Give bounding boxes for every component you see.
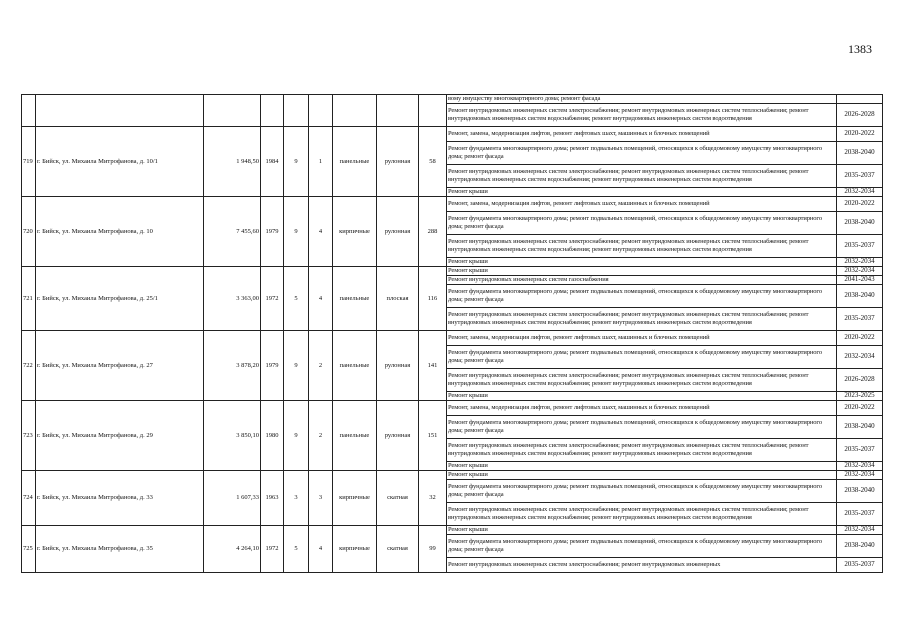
work-type-cell: Ремонт внутридомовых инженерных систем электроснабжения; ремонт внутридомовых инженерных систем теплоснабжения; ремонт внутридомовых инженерных систем водоснабжения; ремонт внутридомовых инженерных систем водоотведения xyxy=(447,235,837,258)
work-type-cell: вому имуществу многоквартирного дома; ремонт фасада xyxy=(447,95,837,104)
work-type-cell: Ремонт, замена, модернизация лифтов, ремонт лифтовых шахт, машинных и блочных помещений xyxy=(447,331,837,346)
table-row xyxy=(22,331,883,346)
work-period-cell: 2020-2022 xyxy=(837,401,883,416)
work-type-cell: Ремонт крыши xyxy=(447,188,837,197)
house-roof-cell: рулонная xyxy=(377,127,419,197)
work-type-cell: Ремонт фундамента многоквартирного дома; ремонт подвальных помещений, относящихся к общедомовому имуществу многоквартирного дома; ремонт фасада xyxy=(447,535,837,558)
work-period-cell: 2038-2040 xyxy=(837,212,883,235)
work-type-cell: Ремонт фундамента многоквартирного дома; ремонт подвальных помещений, относящихся к общедомовому имуществу многоквартирного дома; ремонт фасада xyxy=(447,212,837,235)
house-address-cell: г. Бийск, ул. Михаила Митрофанова, д. 25/1 xyxy=(36,267,204,331)
empty-cell xyxy=(261,95,284,127)
house-year-cell: 1963 xyxy=(261,471,284,526)
table-row xyxy=(22,267,883,276)
work-type-cell: Ремонт внутридомовых инженерных систем электроснабжения; ремонт внутридомовых инженерных систем теплоснабжения; ремонт внутридомовых инженерных систем водоснабжения; ремонт внутридомовых инженерных систем водоотведения xyxy=(447,369,837,392)
house-entrances-cell: 4 xyxy=(309,267,333,331)
work-type-cell: Ремонт крыши xyxy=(447,471,837,480)
work-type-cell: Ремонт внутридомовых инженерных систем электроснабжения; ремонт внутридомовых инженерных систем теплоснабжения; ремонт внутридомовых инженерных систем водоснабжения; ремонт внутридомовых инженерных систем водоотведения xyxy=(447,165,837,188)
house-area-cell: 1 607,33 xyxy=(204,471,261,526)
house-area-cell: 1 948,50 xyxy=(204,127,261,197)
table-row xyxy=(22,127,883,142)
work-type-cell: Ремонт крыши xyxy=(447,267,837,276)
work-type-cell: Ремонт внутридомовых инженерных систем электроснабжения; ремонт внутридомовых инженерных систем теплоснабжения; ремонт внутридомовых инженерных систем водоснабжения; ремонт внутридомовых инженерных систем водоотведения xyxy=(447,503,837,526)
work-period-cell: 2032-2034 xyxy=(837,526,883,535)
house-roof-cell: рулонная xyxy=(377,331,419,401)
house-walls-cell: панельные xyxy=(333,331,377,401)
house-floors-cell: 9 xyxy=(284,197,309,267)
work-period-cell: 2032-2034 xyxy=(837,346,883,369)
work-period-cell: 2038-2040 xyxy=(837,480,883,503)
work-period-cell: 2041-2043 xyxy=(837,276,883,285)
empty-cell xyxy=(204,95,261,127)
house-area-cell: 3 363,00 xyxy=(204,267,261,331)
house-entrances-cell: 4 xyxy=(309,197,333,267)
house-walls-cell: кирпичные xyxy=(333,197,377,267)
house-address-cell: г. Бийск, ул. Михаила Митрофанова, д. 29 xyxy=(36,401,204,471)
house-number-cell: 723 xyxy=(22,401,36,471)
work-type-cell: Ремонт, замена, модернизация лифтов, ремонт лифтовых шахт, машинных и блочных помещений xyxy=(447,401,837,416)
work-period-cell: 2038-2040 xyxy=(837,142,883,165)
house-year-cell: 1979 xyxy=(261,331,284,401)
house-area-cell: 7 455,60 xyxy=(204,197,261,267)
house-year-cell: 1980 xyxy=(261,401,284,471)
empty-cell xyxy=(377,95,419,127)
house-address-cell: г. Бийск, ул. Михаила Митрофанова, д. 27 xyxy=(36,331,204,401)
house-floors-cell: 5 xyxy=(284,267,309,331)
work-type-cell: Ремонт внутридомовых инженерных систем электроснабжения; ремонт внутридомовых инженерных xyxy=(447,558,837,573)
empty-cell xyxy=(333,95,377,127)
house-year-cell: 1984 xyxy=(261,127,284,197)
work-period-cell: 2032-2034 xyxy=(837,462,883,471)
house-apartments-cell: 99 xyxy=(419,526,447,573)
house-floors-cell: 9 xyxy=(284,331,309,401)
house-apartments-cell: 32 xyxy=(419,471,447,526)
house-floors-cell: 3 xyxy=(284,471,309,526)
repair-schedule-table xyxy=(21,94,883,573)
house-floors-cell: 5 xyxy=(284,526,309,573)
house-walls-cell: кирпичные xyxy=(333,471,377,526)
house-roof-cell: рулонная xyxy=(377,401,419,471)
house-apartments-cell: 288 xyxy=(419,197,447,267)
work-period-cell: 2035-2037 xyxy=(837,235,883,258)
house-entrances-cell: 1 xyxy=(309,127,333,197)
page-number: 1383 xyxy=(848,42,872,56)
work-type-cell: Ремонт фундамента многоквартирного дома; ремонт подвальных помещений, относящихся к общедомовому имуществу многоквартирного дома; ремонт фасада xyxy=(447,480,837,503)
work-type-cell: Ремонт, замена, модернизация лифтов, ремонт лифтовых шахт, машинных и блочных помещений xyxy=(447,127,837,142)
house-number-cell: 721 xyxy=(22,267,36,331)
work-period-cell: 2032-2034 xyxy=(837,471,883,480)
work-period-cell: 2035-2037 xyxy=(837,308,883,331)
house-year-cell: 1972 xyxy=(261,526,284,573)
work-type-cell: Ремонт, замена, модернизация лифтов, ремонт лифтовых шахт, машинных и блочных помещений xyxy=(447,197,837,212)
work-type-cell: Ремонт внутридомовых инженерных систем электроснабжения; ремонт внутридомовых инженерных систем теплоснабжения; ремонт внутридомовых инженерных систем водоснабжения; ремонт внутридомовых инженерных систем водоотведения xyxy=(447,439,837,462)
work-period-cell xyxy=(837,95,883,104)
work-type-cell: Ремонт фундамента многоквартирного дома; ремонт подвальных помещений, относящихся к общедомовому имуществу многоквартирного дома; ремонт фасада xyxy=(447,285,837,308)
work-period-cell: 2038-2040 xyxy=(837,285,883,308)
empty-cell xyxy=(419,95,447,127)
work-period-cell: 2035-2037 xyxy=(837,503,883,526)
work-type-cell: Ремонт крыши xyxy=(447,526,837,535)
empty-cell xyxy=(22,95,36,127)
work-type-cell: Ремонт внутридомовых инженерных систем электроснабжения; ремонт внутридомовых инженерных систем теплоснабжения; ремонт внутридомовых инженерных систем водоснабжения; ремонт внутридомовых инженерных систем водоотведения xyxy=(447,308,837,331)
work-type-cell: Ремонт внутридомовых инженерных систем газоснабжения xyxy=(447,276,837,285)
house-walls-cell: панельные xyxy=(333,127,377,197)
house-walls-cell: кирпичные xyxy=(333,526,377,573)
house-floors-cell: 9 xyxy=(284,127,309,197)
house-apartments-cell: 151 xyxy=(419,401,447,471)
table-row xyxy=(22,471,883,480)
work-period-cell: 2020-2022 xyxy=(837,197,883,212)
work-type-cell: Ремонт крыши xyxy=(447,392,837,401)
house-area-cell: 4 264,10 xyxy=(204,526,261,573)
house-apartments-cell: 116 xyxy=(419,267,447,331)
work-type-cell: Ремонт внутридомовых инженерных систем электроснабжения; ремонт внутридомовых инженерных систем теплоснабжения; ремонт внутридомовых инженерных систем водоснабжения; ремонт внутридомовых инженерных систем водоотведения xyxy=(447,104,837,127)
work-period-cell: 2032-2034 xyxy=(837,267,883,276)
work-period-cell: 2020-2022 xyxy=(837,331,883,346)
table-body xyxy=(22,95,883,573)
house-apartments-cell: 141 xyxy=(419,331,447,401)
house-walls-cell: панельные xyxy=(333,401,377,471)
work-period-cell: 2038-2040 xyxy=(837,535,883,558)
house-roof-cell: рулонная xyxy=(377,197,419,267)
house-address-cell: г. Бийск, ул. Михаила Митрофанова, д. 33 xyxy=(36,471,204,526)
work-period-cell: 2038-2040 xyxy=(837,416,883,439)
work-period-cell: 2020-2022 xyxy=(837,127,883,142)
house-entrances-cell: 2 xyxy=(309,331,333,401)
house-number-cell: 724 xyxy=(22,471,36,526)
empty-cell xyxy=(309,95,333,127)
house-number-cell: 719 xyxy=(22,127,36,197)
house-roof-cell: скатная xyxy=(377,471,419,526)
house-area-cell: 3 878,20 xyxy=(204,331,261,401)
house-number-cell: 725 xyxy=(22,526,36,573)
house-roof-cell: плоская xyxy=(377,267,419,331)
house-year-cell: 1972 xyxy=(261,267,284,331)
house-entrances-cell: 3 xyxy=(309,471,333,526)
table-row xyxy=(22,526,883,535)
empty-cell xyxy=(36,95,204,127)
work-period-cell: 2026-2028 xyxy=(837,369,883,392)
table-row xyxy=(22,197,883,212)
house-address-cell: г. Бийск, ул. Михаила Митрофанова, д. 10/1 xyxy=(36,127,204,197)
work-period-cell: 2035-2037 xyxy=(837,439,883,462)
house-entrances-cell: 2 xyxy=(309,401,333,471)
house-walls-cell: панельные xyxy=(333,267,377,331)
work-type-cell: Ремонт крыши xyxy=(447,258,837,267)
work-type-cell: Ремонт крыши xyxy=(447,462,837,471)
house-number-cell: 722 xyxy=(22,331,36,401)
work-type-cell: Ремонт фундамента многоквартирного дома; ремонт подвальных помещений, относящихся к общедомовому имуществу многоквартирного дома; ремонт фасада xyxy=(447,346,837,369)
house-apartments-cell: 58 xyxy=(419,127,447,197)
table-row xyxy=(22,95,883,104)
house-roof-cell: скатная xyxy=(377,526,419,573)
work-type-cell: Ремонт фундамента многоквартирного дома; ремонт подвальных помещений, относящихся к общедомовому имуществу многоквартирного дома; ремонт фасада xyxy=(447,142,837,165)
house-address-cell: г. Бийск, ул. Михаила Митрофанова, д. 35 xyxy=(36,526,204,573)
work-type-cell: Ремонт фундамента многоквартирного дома; ремонт подвальных помещений, относящихся к общедомовому имуществу многоквартирного дома; ремонт фасада xyxy=(447,416,837,439)
house-year-cell: 1979 xyxy=(261,197,284,267)
work-period-cell: 2023-2025 xyxy=(837,392,883,401)
work-period-cell: 2035-2037 xyxy=(837,558,883,573)
table-row xyxy=(22,401,883,416)
house-number-cell: 720 xyxy=(22,197,36,267)
house-floors-cell: 9 xyxy=(284,401,309,471)
empty-cell xyxy=(284,95,309,127)
work-period-cell: 2032-2034 xyxy=(837,258,883,267)
house-area-cell: 3 850,10 xyxy=(204,401,261,471)
work-period-cell: 2032-2034 xyxy=(837,188,883,197)
house-entrances-cell: 4 xyxy=(309,526,333,573)
work-period-cell: 2035-2037 xyxy=(837,165,883,188)
work-period-cell: 2026-2028 xyxy=(837,104,883,127)
house-address-cell: г. Бийск, ул. Михаила Митрофанова, д. 10 xyxy=(36,197,204,267)
